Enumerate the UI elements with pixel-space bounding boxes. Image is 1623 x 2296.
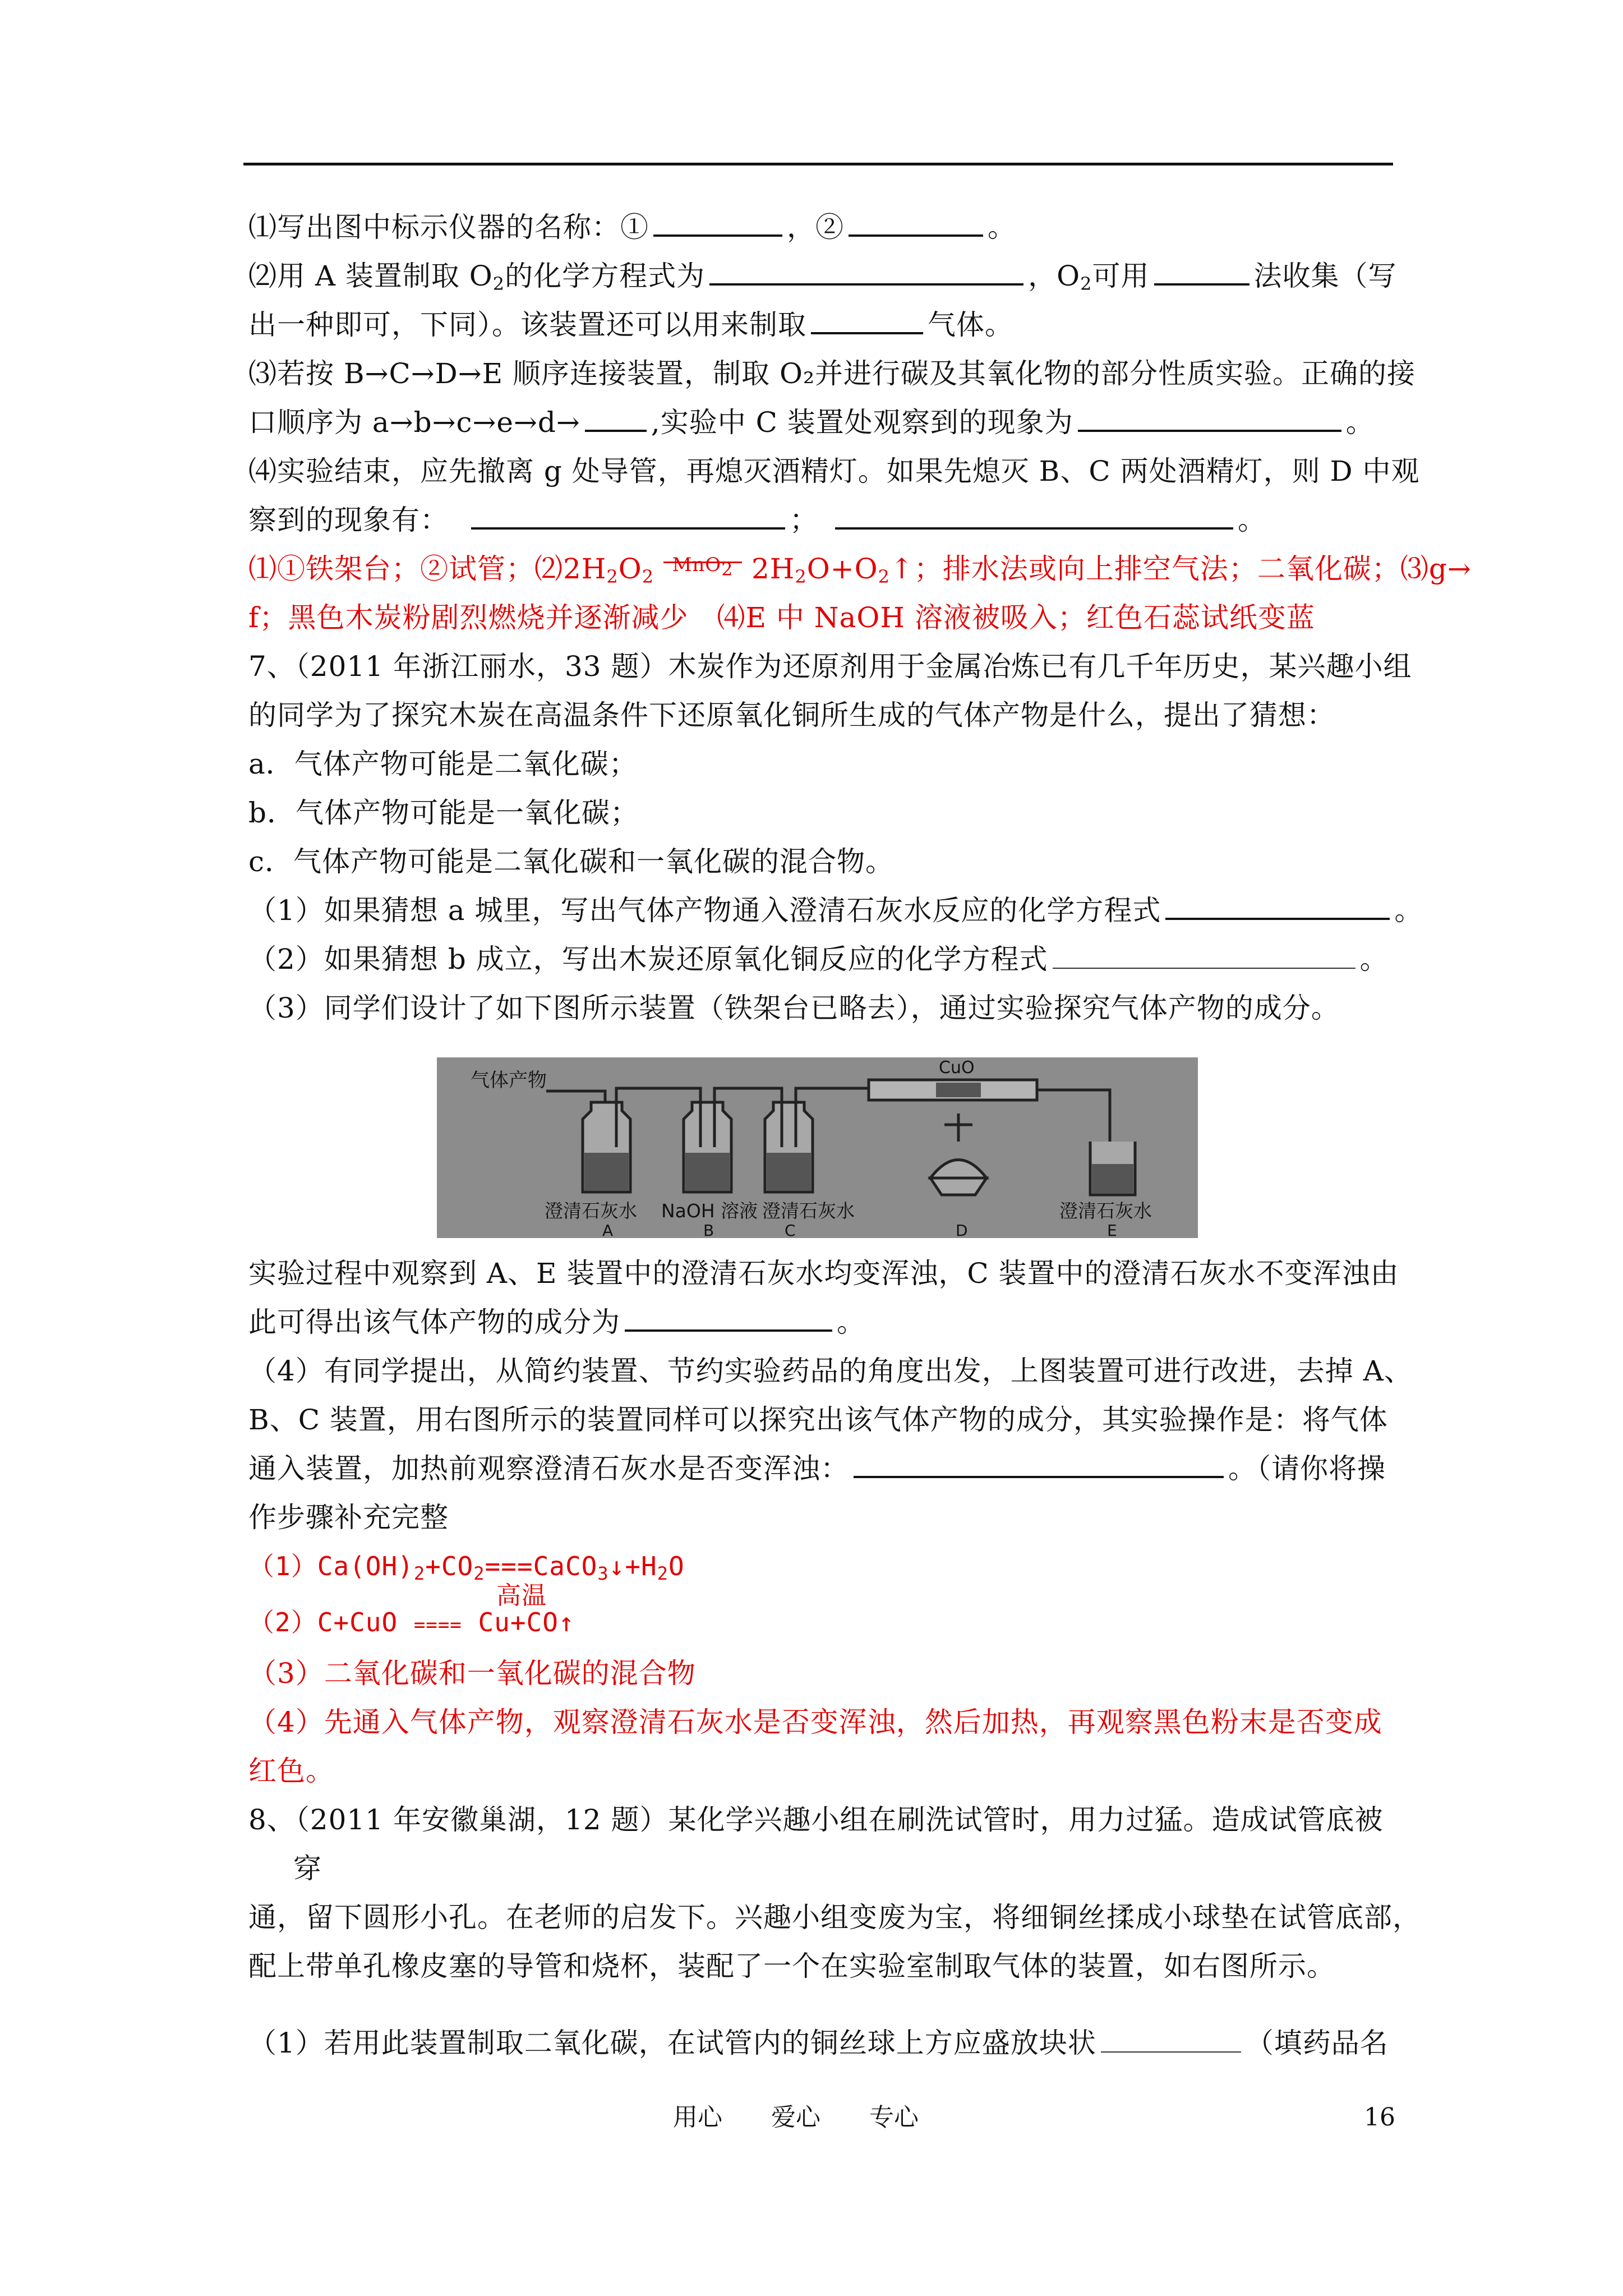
q6-line-3: 出一种即可，下同）。该装置还可以用来制取 气体。 [248,309,1013,341]
answer-blank[interactable] [653,234,782,237]
answer-blank[interactable] [1101,2051,1241,2053]
answer-blank[interactable] [811,332,923,334]
answer-blank[interactable] [709,283,1023,286]
answer-blank[interactable] [471,527,785,530]
letter-d: D [956,1221,968,1238]
q6-line-4: ⑶若按 B→C→D→E 顺序连接装置，制取 O₂并进行碳及其氧化物的部分性质实验。正确的接 [248,357,1415,390]
answer-blank[interactable] [1165,917,1390,920]
q7-part-4-line-3: 通入装置，加热前观察澄清石灰水是否变浑浊： 。（请你将操 [248,1452,1386,1485]
q7-line-2: 的同学为了探究木炭在高温条件下还原氧化铜所生成的气体产物是什么，提出了猜想： [248,699,1335,731]
q7-hypothesis-b: b．气体产物可能是一氧化碳； [248,797,639,829]
q7-observation-2: 此可得出该气体产物的成分为 。 [248,1306,865,1338]
q8-part-1: （1）若用此装置制取二氧化碳，在试管内的铜丝球上方应盛放块状 （填药品名 [248,2027,1389,2059]
footer-motto-3: 专心 [869,2103,919,2132]
gas-product-label: 气体产物 [471,1069,547,1092]
q6-line-6: ⑷实验结束，应先撤离 g 处导管，再熄灭酒精灯。如果先熄灭 B、C 两处酒精灯，则 D 中观 [248,455,1420,487]
answer-blank[interactable] [854,1475,1224,1478]
q8-line-3: 通，留下圆形小孔。在老师的启发下。兴趣小组变废为宝，将细铜丝揉成小球垫在试管底部， [248,1901,1421,1934]
page-number: 16 [1364,2103,1395,2132]
q7-answer-4-line-2: 红色。 [248,1755,334,1787]
q7-line-1: 7、（2011 年浙江丽水，33 题）木炭作为还原剂用于金属冶炼已有几千年历史，某兴趣小组 [248,650,1412,683]
q7-answer-3: （3）二氧化碳和一氧化碳的混合物 [248,1657,696,1690]
answer-blank[interactable] [585,429,647,432]
q6-line-7: 察到的现象有： ； 。 [248,504,1266,536]
footer-motto-2: 爱心 [771,2103,820,2132]
apparatus-figure [437,1057,1198,1238]
letter-a: A [602,1221,614,1238]
reagent-label-a: 澄清石灰水 [545,1200,637,1222]
q7-answer-2-condition: 高温 [496,1581,547,1610]
reagent-label-e: 澄清石灰水 [1059,1200,1152,1222]
letter-b: B [703,1221,714,1238]
q7-answer-2: （2）C+CuO ==== Cu+CO↑ [248,1607,575,1637]
q6-line-1: ⑴写出图中标示仪器的名称：① ，② 。 [248,211,1016,243]
answer-blank[interactable] [1053,967,1355,969]
reagent-label-c: 澄清石灰水 [762,1200,855,1222]
answer-blank[interactable] [835,527,1233,530]
q6-answer-line-1: ⑴①铁架台；②试管；$⑵2H_2O_2$ MnO$_2$ $2H_2O+O_2↑$；排水法或向上排空气法；二氧化碳；⑶g→ [248,553,1472,587]
q7-part-4-line-4: 作步骤补充完整 [248,1501,449,1534]
q7-part-4-line-1: （4）有同学提出，从简约装置、节约实验药品的角度出发，上图装置可进行改进，去掉 A、 [248,1355,1413,1387]
q7-part-1: （1）如果猜想 a 城里，写出气体产物通入澄清石灰水反应的化学方程式 。 [248,894,1423,927]
q7-answer-4-line-1: （4）先通入气体产物，观察澄清石灰水是否变浑浊，然后加热，再观察黑色粉末是否变成 [248,1706,1382,1738]
q6-line-5: 口顺序为 a→b→c→e→d→ ,实验中 C 装置处观察到的现象为 。 [248,406,1375,439]
footer-motto-1: 用心 [673,2103,722,2132]
header-rule [243,163,1393,165]
reagent-label-b: NaOH 溶液 [661,1200,758,1222]
answer-blank[interactable] [849,234,983,237]
q8-line-1: 8、（2011 年安徽巢湖，12 题）某化学兴趣小组在刷洗试管时，用力过猛。造成试管底被 [248,1803,1384,1836]
q7-observation-1: 实验过程中观察到 A、E 装置中的澄清石灰水均变浑浊，C 装置中的澄清石灰水不变浑浊由 [248,1257,1399,1290]
q7-hypothesis-a: a．气体产物可能是二氧化碳； [248,748,638,780]
q7-part-3: （3）同学们设计了如下图所示装置（铁架台已略去），通过实验探究气体产物的成分。 [248,992,1340,1024]
answer-blank[interactable] [625,1329,832,1332]
q7-answer-1: $(1)Ca(OH)_2+CO_2===CaCO_3↓+H_2O$ [248,1551,685,1584]
answer-blank[interactable] [1078,429,1341,432]
letter-c: C [785,1221,796,1238]
q7-part-2: （2）如果猜想 b 成立，写出木炭还原氧化铜反应的化学方程式 。 [248,943,1389,976]
letter-e: E [1107,1221,1117,1238]
answer-blank[interactable] [1154,283,1249,286]
q6-line-2: ⑵用 A 装置制取 $O_2$的化学方程式为 ，$O_2$可用 法收集（写 [248,260,1397,295]
q8-line-4: 配上带单孔橡皮塞的导管和烧杯，装配了一个在实验室制取气体的装置，如右图所示。 [248,1950,1335,1982]
cuo-label: CuO [939,1058,975,1078]
q8-line-2: 穿 [293,1852,322,1885]
q6-answer-line-2: f；黑色木炭粉剧烈燃烧并逐渐减少 ⑷E 中 NaOH 溶液被吸入；红色石蕊试纸变蓝 [248,601,1315,634]
q7-hypothesis-c: c．气体产物可能是二氧化碳和一氧化碳的混合物。 [248,845,895,878]
q7-part-4-line-2: B、C 装置，用右图所示的装置同样可以探究出该气体产物的成分，其实验操作是：将气体 [248,1404,1388,1436]
